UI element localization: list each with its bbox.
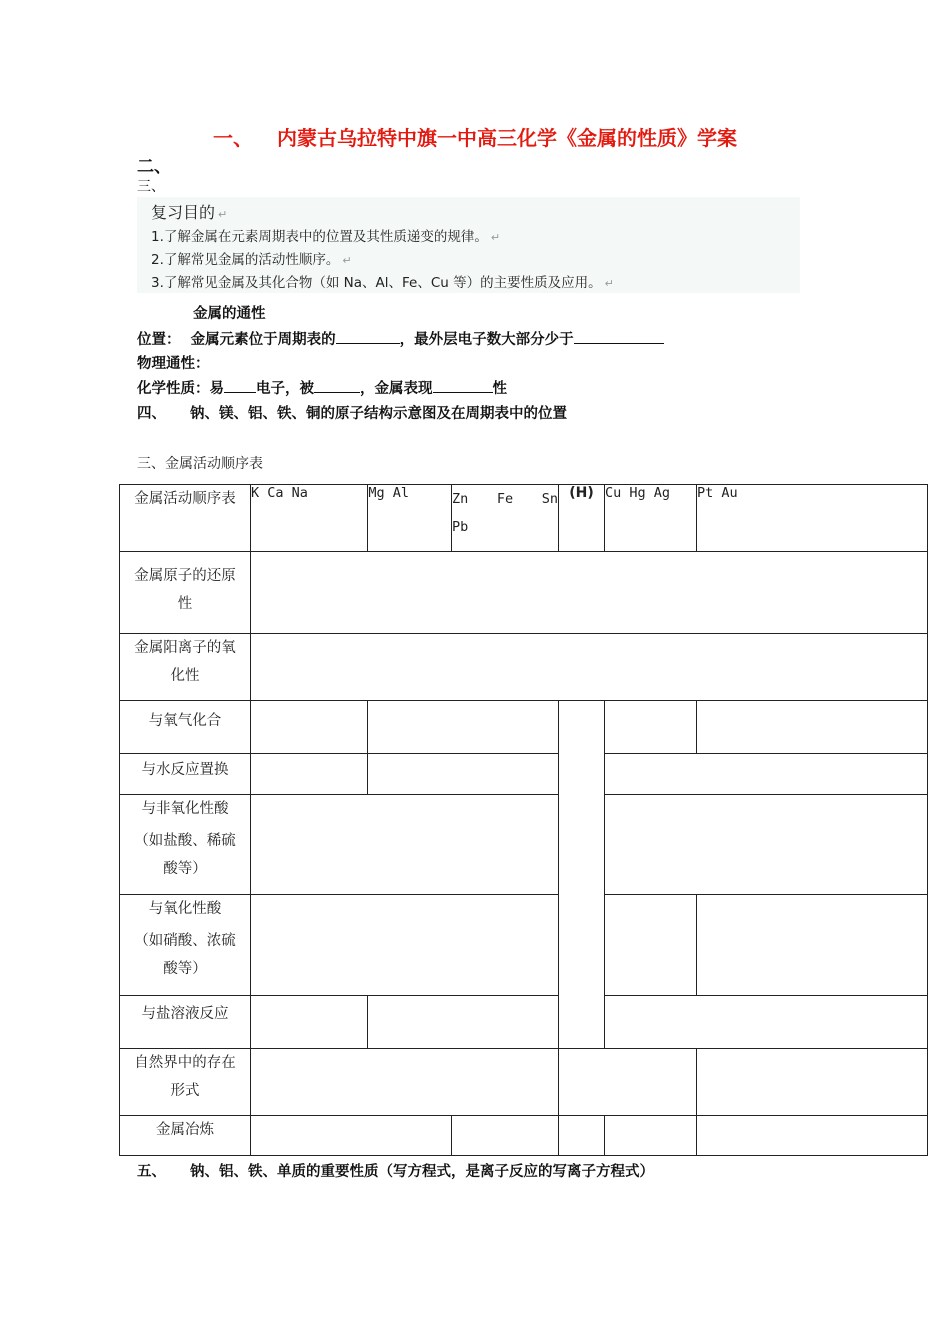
row-label-nonoxidizing-acid: 与非氧化性酸 （如盐酸、稀硫酸等） <box>120 795 251 895</box>
chemical-line: 化学性质：易 电子，被 ，金属表现 性 <box>137 377 507 398</box>
heading-3: 三、 <box>137 179 165 195</box>
answer-cell[interactable] <box>452 1116 559 1156</box>
blank-field[interactable] <box>574 328 664 344</box>
header-label-cell: 金属活动顺序表 <box>120 485 251 552</box>
activity-section-label: 三、金属活动顺序表 <box>137 456 263 472</box>
title-number: 一、 <box>213 126 253 150</box>
answer-cell[interactable] <box>251 1116 452 1156</box>
blank-field[interactable] <box>336 328 400 344</box>
answer-cell[interactable] <box>605 754 928 795</box>
goals-title: 复习目的 ↵ <box>151 203 228 222</box>
answer-cell[interactable] <box>368 754 559 795</box>
answer-cell[interactable] <box>251 701 368 754</box>
row-label-nature: 自然界中的存在形式 <box>120 1049 251 1116</box>
title-text: 内蒙古乌拉特中旗一中高三化学《金属的性质》学案 <box>277 126 737 150</box>
group-k-ca-na: K Ca Na <box>251 485 368 552</box>
goal-item: 3.了解常见金属及其化合物（如 Na、Al、Fe、Cu 等）的主要性质及应用。 ↵ <box>151 275 614 291</box>
blank-field[interactable] <box>314 377 360 393</box>
goal-item: 2.了解常见金属的活动性顺序。 ↵ <box>151 252 352 268</box>
section-5: 五、 钠、铝、铁、单质的重要性质（写方程式，是离子反应的写离子方程式） <box>137 1164 654 1180</box>
general-title: 金属的通性 <box>193 306 266 322</box>
answer-cell[interactable] <box>251 1049 559 1116</box>
review-goals-box <box>137 197 800 293</box>
answer-cell[interactable] <box>251 996 368 1049</box>
answer-cell[interactable] <box>605 1116 697 1156</box>
row-label-smelting: 金属冶炼 <box>120 1116 251 1156</box>
group-pt-au: Pt Au <box>697 485 928 552</box>
row-label-water: 与水反应置换 <box>120 754 251 795</box>
answer-cell[interactable] <box>605 701 697 754</box>
answer-cell[interactable] <box>697 895 928 996</box>
answer-cell[interactable] <box>251 754 368 795</box>
page-title <box>0 122 950 151</box>
group-cu-hg-ag: Cu Hg Ag <box>605 485 697 552</box>
answer-cell[interactable] <box>251 795 559 895</box>
answer-cell[interactable] <box>251 634 928 701</box>
answer-cell[interactable] <box>251 552 928 634</box>
answer-cell[interactable] <box>697 701 928 754</box>
row-label-oxidizability: 金属阳离子的氧化性 <box>120 634 251 701</box>
answer-cell[interactable] <box>368 701 559 754</box>
position-line: 位置： 金属元素位于周期表的 ，最外层电子数大部分少于 <box>137 328 664 349</box>
section-4: 四、 钠、镁、铝、铁、铜的原子结构示意图及在周期表中的位置 <box>137 406 567 422</box>
activity-table <box>119 484 928 1156</box>
physical-line: 物理通性： <box>137 356 210 372</box>
group-h: (H) <box>559 485 605 552</box>
group-mg-al: Mg Al <box>368 485 452 552</box>
answer-cell[interactable] <box>605 895 697 996</box>
answer-cell[interactable] <box>697 1049 928 1116</box>
heading-2: 二、 <box>137 157 171 177</box>
blank-field[interactable] <box>224 377 256 393</box>
row-label-oxygen: 与氧气化合 <box>120 701 251 754</box>
row-label-salt: 与盐溶液反应 <box>120 996 251 1049</box>
answer-cell[interactable] <box>559 1116 605 1156</box>
row-label-oxidizing-acid: 与氧化性酸 （如硝酸、浓硫酸等） <box>120 895 251 996</box>
answer-cell[interactable] <box>559 1049 697 1116</box>
answer-cell[interactable] <box>697 1116 928 1156</box>
answer-cell[interactable] <box>368 996 928 1049</box>
answer-cell[interactable] <box>251 895 559 996</box>
goal-item: 1.了解金属在元素周期表中的位置及其性质递变的规律。 ↵ <box>151 229 501 245</box>
answer-cell[interactable] <box>605 795 928 895</box>
row-label-reducibility: 金属原子的还原性 <box>120 552 251 634</box>
blank-field[interactable] <box>433 377 493 393</box>
group-zn-fe-sn-pb: Zn Fe Sn Pb <box>452 485 559 552</box>
